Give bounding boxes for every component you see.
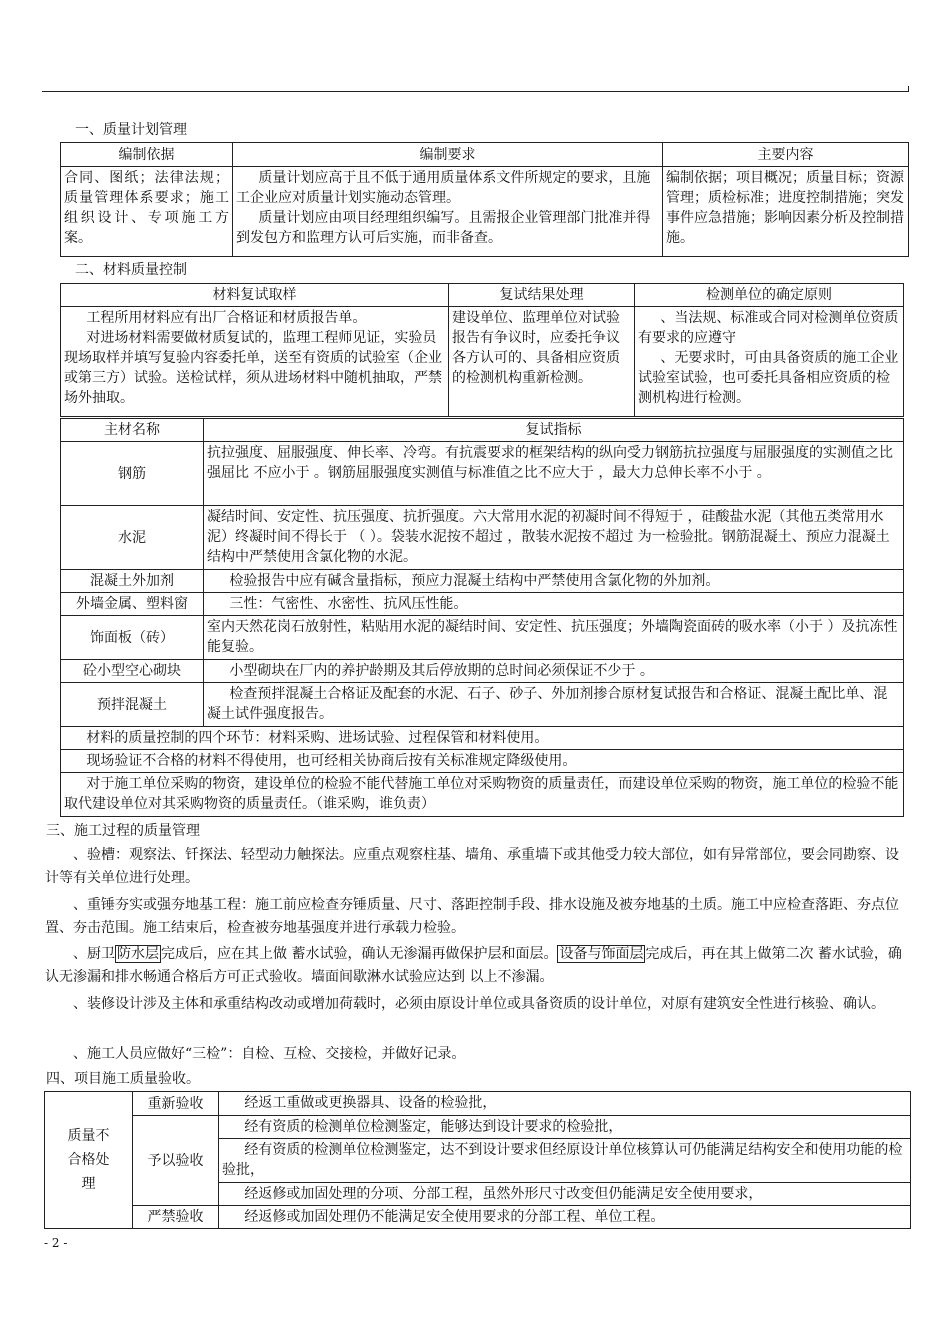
header-rule xyxy=(42,91,908,92)
material-name: 外墙金属、塑料窗 xyxy=(61,593,204,616)
header-content: 主要内容 xyxy=(663,143,909,167)
material-spec: 检验报告中应有碱含量指标，预应力混凝土结构中严禁使用含氯化物的外加剂。 xyxy=(204,570,904,593)
material-name: 饰面板（砖） xyxy=(61,616,204,660)
header-basis: 编制依据 xyxy=(61,143,233,167)
waterproof-text-a: 、厨卫 xyxy=(73,946,115,962)
material-sampling-table xyxy=(60,283,904,417)
material-name: 钢筋 xyxy=(61,442,204,506)
header-rule-tick xyxy=(904,86,909,92)
material-spec: 凝结时间、安定性、抗压强度、抗折强度。六大常用水泥的初凝时间不得短于 ，硅酸盐水泥（其他五类常用水泥）终凝时间不得长于 （ ）。袋装水泥按不超过 ，散装水泥按不超过 为一检验批。钢筋混凝土、预应力混凝土结构中严禁使用含氯化物的水泥。 xyxy=(204,506,904,570)
paragraph-compaction: 、重锤夯实或强夯地基工程：施工前应检查夯锤质量、尺寸、落距控制手段、排水设施及被夯地基的土质。施工中应检查落距、夯点位置、夯击范围。施工结束后，检查被夯地基强度并进行承载力检验。 xyxy=(45,897,899,936)
paragraph-structure-change: 、装修设计涉及主体和承重结构改动或增加荷载时，必须由原设计单位或具备资质的设计单位，对原有建筑安全性进行核验、确认。 xyxy=(73,996,885,1012)
acceptance-text: 经有资质的检测单位检测鉴定，达不到设计要求但经原设计单位核算认可仍能满足结构安全和使用功能的检验批， xyxy=(219,1139,911,1183)
material-note-1: 材料的质量控制的四个环节：材料采购、进场试验、过程保管和材料使用。 xyxy=(61,727,904,750)
requirement-2: 质量计划应由项目经理组织编写。且需报企业管理部门批准并得到发包方和监理方认可后实施，而非备查。 xyxy=(236,210,651,246)
section-1-title: 一、质量计划管理 xyxy=(75,122,187,138)
acceptance-text: 经返工重做或更换器具、设备的检验批， xyxy=(219,1092,911,1116)
material-spec: 小型砌块在厂内的养护龄期及其后停放期的总时间必须保证不少于 。 xyxy=(204,660,904,683)
unqualified-handling-label: 质量不合格处理 xyxy=(45,1092,133,1229)
quality-plan-table xyxy=(60,142,909,257)
material-spec: 抗拉强度、屈服强度、伸长率、冷弯。有抗震要求的框架结构的纵向受力钢筋抗拉强度与屈服强度的实测值之比 强屈比 不应小于 。钢筋屈服强度实测值与标准值之比不应大于 ，最大力总伸长率不小于 。 xyxy=(204,442,904,506)
header-principle: 检测单位的确定原则 xyxy=(635,284,904,307)
requirement-cell xyxy=(233,167,663,257)
sampling-1: 工程所用材料应有出厂合格证和材质报告单。 xyxy=(86,310,367,326)
acceptance-type: 严禁验收 xyxy=(133,1206,219,1229)
finish-layer-box: 设备与饰面层 xyxy=(559,946,644,962)
sampling-2: 对进场材料需要做材质复试的，监理工程师见证，实验员现场取样并填写复验内容委托单，送至有资质的试验室（企业或第三方）试验。送检试样，须从进场材料中随机抽取，严禁场外抽取。 xyxy=(64,330,442,406)
acceptance-text: 经有资质的检测单位检测鉴定，能够达到设计要求的检验批， xyxy=(219,1116,911,1139)
material-spec: 室内天然花岗石放射性，粘贴用水泥的凝结时间、安定性、抗压强度；外墙陶瓷面砖的吸水率（小于 ）及抗冻性能复验。 xyxy=(204,616,904,660)
header-result: 复试结果处理 xyxy=(449,284,635,307)
header-sampling: 材料复试取样 xyxy=(61,284,449,307)
result-cell: 建设单位、监理单位对试验报告有争议时，应委托争议各方认可的、具备相应资质的检测机构重新检测。 xyxy=(449,307,635,417)
acceptance-table xyxy=(44,1091,911,1229)
basis-cell: 合同、图纸；法律法规；质量管理体系要求；施工组织设计、专项施工方案。 xyxy=(61,167,233,257)
acceptance-text: 经返修或加固处理的分项、分部工程，虽然外形尺寸改变但仍能满足安全使用要求， xyxy=(219,1183,911,1206)
material-spec: 三性：气密性、水密性、抗风压性能。 xyxy=(204,593,904,616)
principle-1: 、当法规、标准或合同对检测单位资质有要求的应遵守 xyxy=(638,310,899,346)
material-name: 预拌混凝土 xyxy=(61,683,204,727)
acceptance-type: 重新验收 xyxy=(133,1092,219,1116)
header-spec: 复试指标 xyxy=(204,419,904,442)
sampling-cell xyxy=(61,307,449,417)
material-name: 水泥 xyxy=(61,506,204,570)
paragraph-inspection: 、验槽：观察法、钎探法、轻型动力触探法。应重点观察柱基、墙角、承重墙下或其他受力较大部位，如有异常部位，要会同勘察、设计等有关单位进行处理。 xyxy=(45,847,899,886)
paragraph-three-checks: 、施工人员应做好“三检”：自检、互检、交接检，并做好记录。 xyxy=(73,1046,466,1062)
section-2-title: 二、材料质量控制 xyxy=(75,262,187,278)
material-spec-table xyxy=(60,418,904,817)
material-spec: 检查预拌混凝土合格证及配套的水泥、石子、砂子、外加剂掺合原材复试报告和合格证、混凝土配比单、混凝土试件强度报告。 xyxy=(204,683,904,727)
page-number: - 2 - xyxy=(44,1236,68,1250)
header-material-name: 主材名称 xyxy=(61,419,204,442)
section-3-title: 三、施工过程的质量管理 xyxy=(46,823,200,839)
waterproof-text-c: 完成后，再在其上做第二次 蓄水试验，确认无渗漏和排水畅通合格后方可正式验收。墙面间歇淋水试验应达到 以上不渗漏。 xyxy=(45,946,902,985)
section-4-title: 四、项目施工质量验收。 xyxy=(46,1071,200,1087)
content-cell: 编制依据；项目概况；质量目标；资源管理；质检标准；进度控制措施；突发事件应急措施；影响因素分析及控制措施。 xyxy=(663,167,909,257)
waterproof-layer-box: 防水层 xyxy=(117,946,159,962)
waterproof-text-b: 完成后，应在其上做 蓄水试验，确认无渗漏再做保护层和面层。 xyxy=(161,946,558,962)
paragraph-waterproof xyxy=(45,943,907,989)
material-note-3: 对于施工单位采购的物资，建设单位的检验不能代替施工单位对采购物资的质量责任，而建设单位采购的物资，施工单位的检验不能取代建设单位对其采购物资的质量责任。（谁采购，谁负责） xyxy=(61,773,904,817)
material-name: 混凝土外加剂 xyxy=(61,570,204,593)
header-requirement: 编制要求 xyxy=(233,143,663,167)
acceptance-text: 经返修或加固处理仍不能满足安全使用要求的分部工程、单位工程。 xyxy=(219,1206,911,1229)
principle-cell xyxy=(635,307,904,417)
material-note-2: 现场验证不合格的材料不得使用，也可经相关协商后按有关标准规定降级使用。 xyxy=(61,750,904,773)
material-name: 砼小型空心砌块 xyxy=(61,660,204,683)
principle-2: 、无要求时，可由具备资质的施工企业试验室试验，也可委托具备相应资质的检测机构进行检测。 xyxy=(638,350,899,406)
requirement-1: 质量计划应高于且不低于通用质量体系文件所规定的要求，且施工企业应对质量计划实施动态管理。 xyxy=(236,170,651,206)
acceptance-type: 予以验收 xyxy=(133,1116,219,1206)
